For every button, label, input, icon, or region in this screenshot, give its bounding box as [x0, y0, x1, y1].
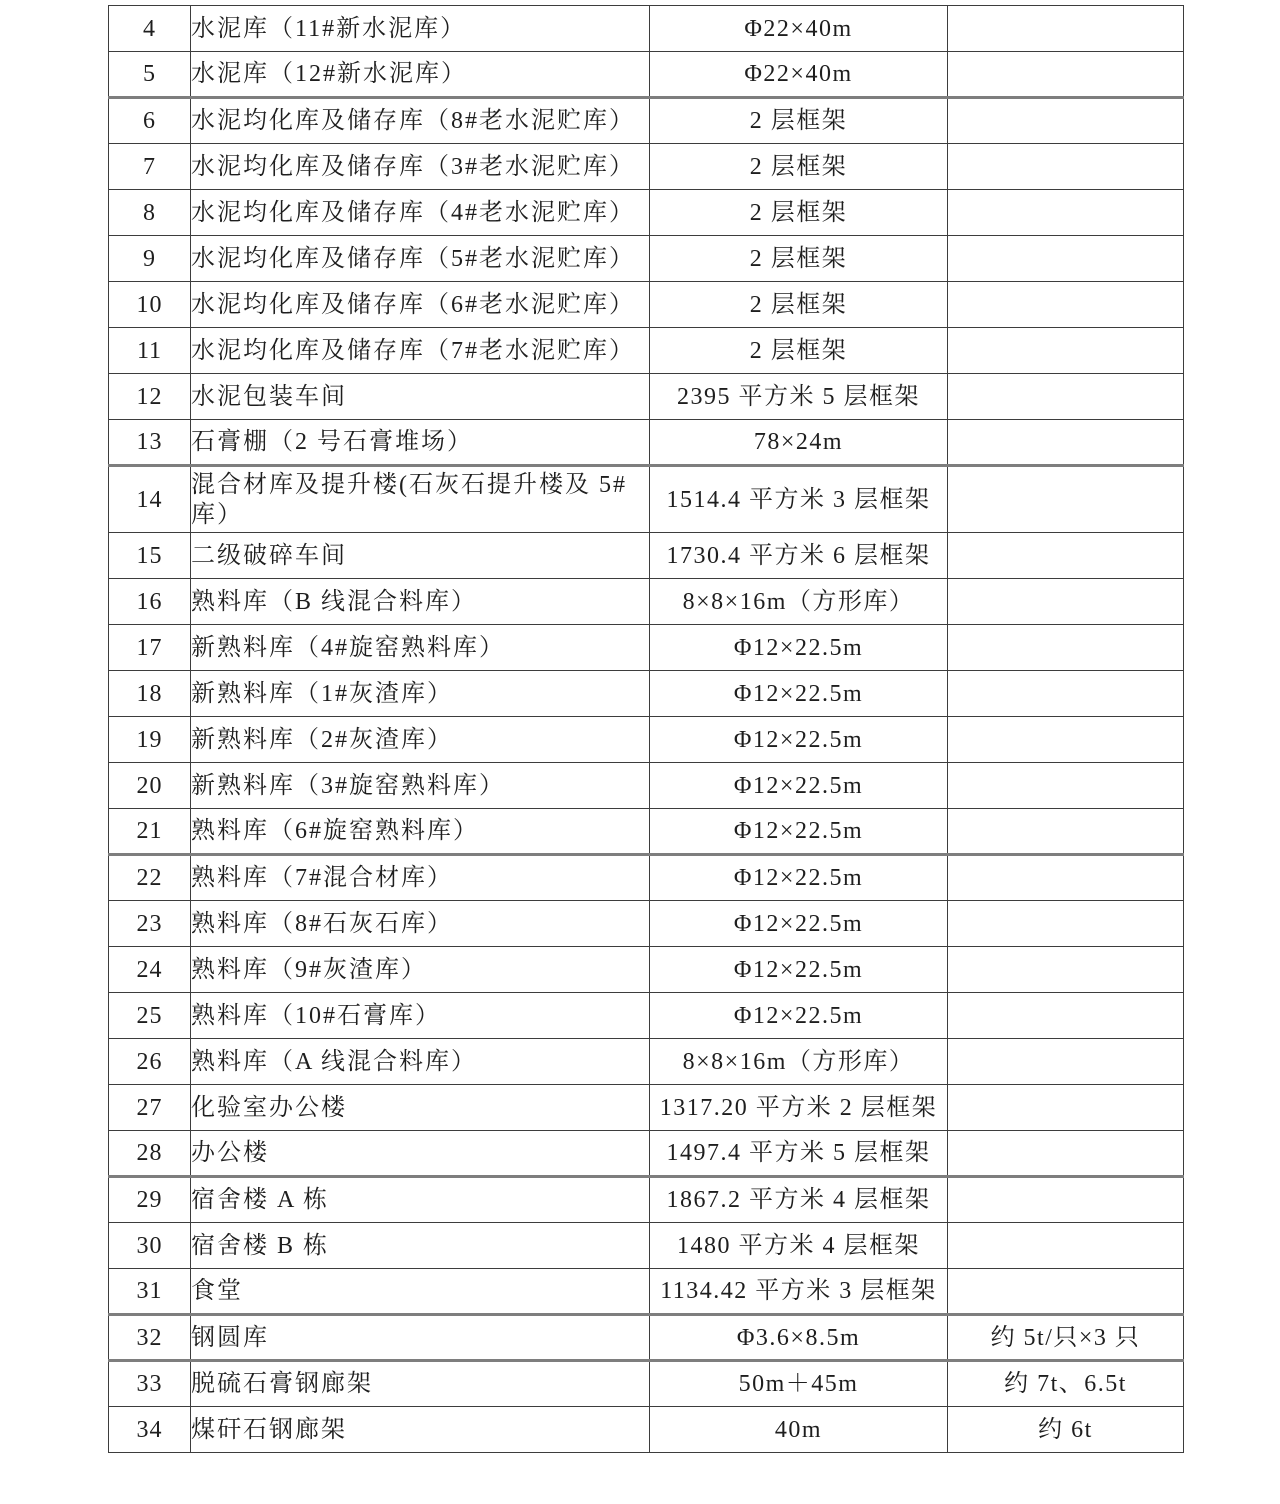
table-row [109, 1131, 1184, 1177]
note-cell [948, 1131, 1184, 1177]
spec-cell: 1134.42 平方米 3 层框架 [650, 1269, 948, 1315]
row-number-cell: 29 [109, 1177, 191, 1223]
spec-cell: Φ12×22.5m [650, 671, 948, 717]
spec-cell: Φ12×22.5m [650, 763, 948, 809]
table-row [109, 1361, 1184, 1407]
spec-cell: 2 层框架 [650, 98, 948, 144]
table-row [109, 1177, 1184, 1223]
note-cell [948, 144, 1184, 190]
table-row [109, 374, 1184, 420]
note-cell [948, 809, 1184, 855]
spec-cell: Φ12×22.5m [650, 855, 948, 901]
note-cell [948, 374, 1184, 420]
row-number-cell: 28 [109, 1131, 191, 1177]
table-row [109, 236, 1184, 282]
building-name-cell: 水泥均化库及储存库（3#老水泥贮库） [191, 144, 650, 190]
note-cell: 约 6t [948, 1407, 1184, 1453]
table-row [109, 144, 1184, 190]
building-name-cell: 石膏棚（2 号石膏堆场） [191, 420, 650, 466]
note-cell [948, 1177, 1184, 1223]
building-name-cell: 水泥均化库及储存库（8#老水泥贮库） [191, 98, 650, 144]
building-list-table [108, 5, 1184, 1453]
table-row [109, 1223, 1184, 1269]
table-row [109, 809, 1184, 855]
spec-cell: Φ12×22.5m [650, 993, 948, 1039]
spec-cell: Φ12×22.5m [650, 947, 948, 993]
note-cell [948, 1039, 1184, 1085]
table-row [109, 993, 1184, 1039]
building-name-cell: 水泥包装车间 [191, 374, 650, 420]
note-cell [948, 901, 1184, 947]
table-row [109, 190, 1184, 236]
table-row [109, 1315, 1184, 1361]
table-row [109, 763, 1184, 809]
spec-cell: Φ3.6×8.5m [650, 1315, 948, 1361]
row-number-cell: 5 [109, 52, 191, 98]
note-cell [948, 236, 1184, 282]
spec-cell: 8×8×16m（方形库） [650, 1039, 948, 1085]
spec-cell: 2 层框架 [650, 144, 948, 190]
spec-cell: 1867.2 平方米 4 层框架 [650, 1177, 948, 1223]
building-name-cell: 新熟料库（3#旋窑熟料库） [191, 763, 650, 809]
spec-cell: 1514.4 平方米 3 层框架 [650, 466, 948, 533]
building-name-cell: 熟料库（8#石灰石库） [191, 901, 650, 947]
row-number-cell: 11 [109, 328, 191, 374]
row-number-cell: 13 [109, 420, 191, 466]
spec-cell: Φ12×22.5m [650, 809, 948, 855]
building-name-cell: 二级破碎车间 [191, 533, 650, 579]
spec-cell: 2 层框架 [650, 328, 948, 374]
note-cell [948, 533, 1184, 579]
table-row [109, 625, 1184, 671]
table-row [109, 6, 1184, 52]
row-number-cell: 4 [109, 6, 191, 52]
table-row [109, 328, 1184, 374]
spec-cell: 40m [650, 1407, 948, 1453]
spec-cell: 1317.20 平方米 2 层框架 [650, 1085, 948, 1131]
note-cell [948, 98, 1184, 144]
building-table-body [109, 6, 1184, 1453]
note-cell [948, 190, 1184, 236]
spec-cell: Φ12×22.5m [650, 717, 948, 763]
table-row [109, 717, 1184, 763]
table-row [109, 420, 1184, 466]
building-name-cell: 熟料库（B 线混合料库） [191, 579, 650, 625]
table-row [109, 855, 1184, 901]
note-cell: 约 7t、6.5t [948, 1361, 1184, 1407]
spec-cell: 2 层框架 [650, 190, 948, 236]
spec-cell: 1730.4 平方米 6 层框架 [650, 533, 948, 579]
building-name-cell: 食堂 [191, 1269, 650, 1315]
building-name-cell: 新熟料库（4#旋窑熟料库） [191, 625, 650, 671]
note-cell [948, 947, 1184, 993]
note-cell [948, 579, 1184, 625]
spec-cell: 2395 平方米 5 层框架 [650, 374, 948, 420]
row-number-cell: 15 [109, 533, 191, 579]
row-number-cell: 23 [109, 901, 191, 947]
row-number-cell: 34 [109, 1407, 191, 1453]
note-cell [948, 671, 1184, 717]
table-row [109, 1407, 1184, 1453]
building-name-cell: 脱硫石膏钢廊架 [191, 1361, 650, 1407]
row-number-cell: 14 [109, 466, 191, 533]
spec-cell: Φ12×22.5m [650, 901, 948, 947]
spec-cell: 2 层框架 [650, 282, 948, 328]
table-row [109, 466, 1184, 533]
spec-cell: 78×24m [650, 420, 948, 466]
building-name-cell: 宿舍楼 A 栋 [191, 1177, 650, 1223]
building-name-cell: 熟料库（10#石膏库） [191, 993, 650, 1039]
row-number-cell: 27 [109, 1085, 191, 1131]
row-number-cell: 31 [109, 1269, 191, 1315]
spec-cell: 50m＋45m [650, 1361, 948, 1407]
building-name-cell: 新熟料库（1#灰渣库） [191, 671, 650, 717]
note-cell [948, 625, 1184, 671]
row-number-cell: 24 [109, 947, 191, 993]
table-row [109, 533, 1184, 579]
note-cell [948, 420, 1184, 466]
row-number-cell: 16 [109, 579, 191, 625]
row-number-cell: 17 [109, 625, 191, 671]
building-name-cell: 水泥库（12#新水泥库） [191, 52, 650, 98]
building-name-cell: 煤矸石钢廊架 [191, 1407, 650, 1453]
table-row [109, 1269, 1184, 1315]
building-name-cell: 混合材库及提升楼(石灰石提升楼及 5#库） [191, 466, 650, 533]
note-cell [948, 993, 1184, 1039]
building-name-cell: 水泥均化库及储存库（6#老水泥贮库） [191, 282, 650, 328]
note-cell [948, 717, 1184, 763]
row-number-cell: 26 [109, 1039, 191, 1085]
table-row [109, 579, 1184, 625]
row-number-cell: 30 [109, 1223, 191, 1269]
building-name-cell: 熟料库（A 线混合料库） [191, 1039, 650, 1085]
building-name-cell: 化验室办公楼 [191, 1085, 650, 1131]
row-number-cell: 32 [109, 1315, 191, 1361]
building-name-cell: 钢圆库 [191, 1315, 650, 1361]
building-name-cell: 熟料库（7#混合材库） [191, 855, 650, 901]
spec-cell: 1480 平方米 4 层框架 [650, 1223, 948, 1269]
table-row [109, 282, 1184, 328]
note-cell [948, 282, 1184, 328]
building-name-cell: 熟料库（9#灰渣库） [191, 947, 650, 993]
row-number-cell: 25 [109, 993, 191, 1039]
table-row [109, 901, 1184, 947]
table-row [109, 1039, 1184, 1085]
table-row [109, 671, 1184, 717]
table-row [109, 1085, 1184, 1131]
row-number-cell: 8 [109, 190, 191, 236]
building-name-cell: 水泥均化库及储存库（5#老水泥贮库） [191, 236, 650, 282]
table-row [109, 98, 1184, 144]
row-number-cell: 22 [109, 855, 191, 901]
building-name-cell: 水泥库（11#新水泥库） [191, 6, 650, 52]
row-number-cell: 19 [109, 717, 191, 763]
building-name-cell: 办公楼 [191, 1131, 650, 1177]
note-cell [948, 328, 1184, 374]
building-name-cell: 宿舍楼 B 栋 [191, 1223, 650, 1269]
spec-cell: Φ12×22.5m [650, 625, 948, 671]
row-number-cell: 10 [109, 282, 191, 328]
building-name-cell: 新熟料库（2#灰渣库） [191, 717, 650, 763]
spec-cell: 8×8×16m（方形库） [650, 579, 948, 625]
note-cell [948, 855, 1184, 901]
row-number-cell: 18 [109, 671, 191, 717]
table-row [109, 52, 1184, 98]
row-number-cell: 33 [109, 1361, 191, 1407]
building-name-cell: 熟料库（6#旋窑熟料库） [191, 809, 650, 855]
spec-cell: Φ22×40m [650, 52, 948, 98]
table-row [109, 947, 1184, 993]
row-number-cell: 6 [109, 98, 191, 144]
spec-cell: Φ22×40m [650, 6, 948, 52]
note-cell [948, 52, 1184, 98]
note-cell [948, 1269, 1184, 1315]
building-name-cell: 水泥均化库及储存库（4#老水泥贮库） [191, 190, 650, 236]
note-cell: 约 5t/只×3 只 [948, 1315, 1184, 1361]
note-cell [948, 466, 1184, 533]
note-cell [948, 1085, 1184, 1131]
note-cell [948, 1223, 1184, 1269]
building-name-cell: 水泥均化库及储存库（7#老水泥贮库） [191, 328, 650, 374]
row-number-cell: 20 [109, 763, 191, 809]
row-number-cell: 12 [109, 374, 191, 420]
row-number-cell: 21 [109, 809, 191, 855]
spec-cell: 2 层框架 [650, 236, 948, 282]
row-number-cell: 7 [109, 144, 191, 190]
note-cell [948, 763, 1184, 809]
spec-cell: 1497.4 平方米 5 层框架 [650, 1131, 948, 1177]
note-cell [948, 6, 1184, 52]
row-number-cell: 9 [109, 236, 191, 282]
